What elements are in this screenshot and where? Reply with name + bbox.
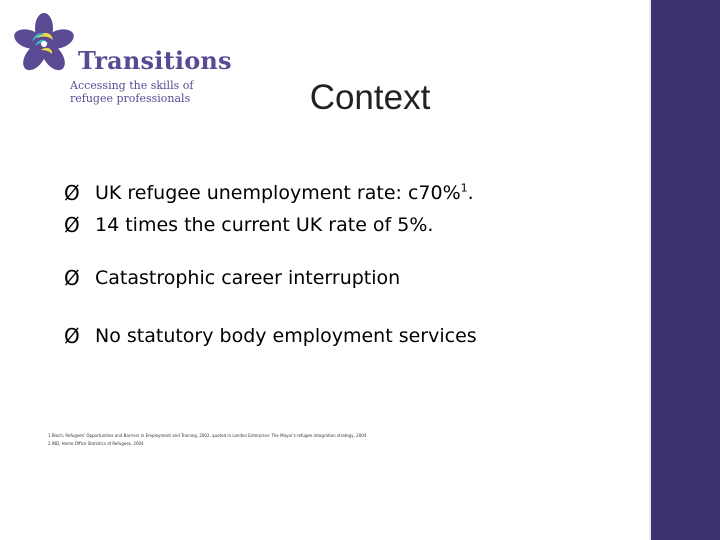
slide-title: Context xyxy=(309,78,431,117)
bullet-item xyxy=(64,264,644,292)
footnote: 1 Bloch, Refugees' Opportunities and Barriers in Employment and Training, 2002, quoted in London Enterprise: The Mayor's refugee integration strategy, 2004 xyxy=(48,433,367,438)
arrow-bullet-icon: Ø xyxy=(64,324,80,348)
arrow-bullet-icon: Ø xyxy=(64,266,80,290)
flower-icon xyxy=(14,10,74,90)
bullet-item xyxy=(64,211,644,239)
bullet-text: Catastrophic career interruption xyxy=(95,267,401,289)
bullet-text xyxy=(95,179,474,207)
footnote-ref: 1 xyxy=(460,181,468,195)
bullet-text: 14 times the current UK rate of 5%. xyxy=(95,214,434,236)
footnotes xyxy=(48,432,468,448)
arrow-bullet-icon: Ø xyxy=(64,181,80,205)
bullet-text: No statutory body employment services xyxy=(95,325,477,347)
logo-tagline-line-2: refugee professionals xyxy=(70,92,191,105)
logo-name: Transitions xyxy=(78,46,232,75)
bullet-text-main: UK refugee unemployment rate: c70% xyxy=(95,182,461,204)
transitions-logo xyxy=(14,10,232,110)
logo-tagline-line-1: Accessing the skills of xyxy=(70,79,194,92)
side-bar xyxy=(651,0,720,540)
bullet-item xyxy=(64,322,644,350)
logo-tagline xyxy=(70,79,220,105)
bullet-text-suffix: . xyxy=(467,182,474,204)
footnote: 2 IND, Home Office Statistics of Refugees, 2004 xyxy=(48,441,144,446)
arrow-bullet-icon: Ø xyxy=(64,213,80,237)
bullet-item xyxy=(64,179,644,207)
